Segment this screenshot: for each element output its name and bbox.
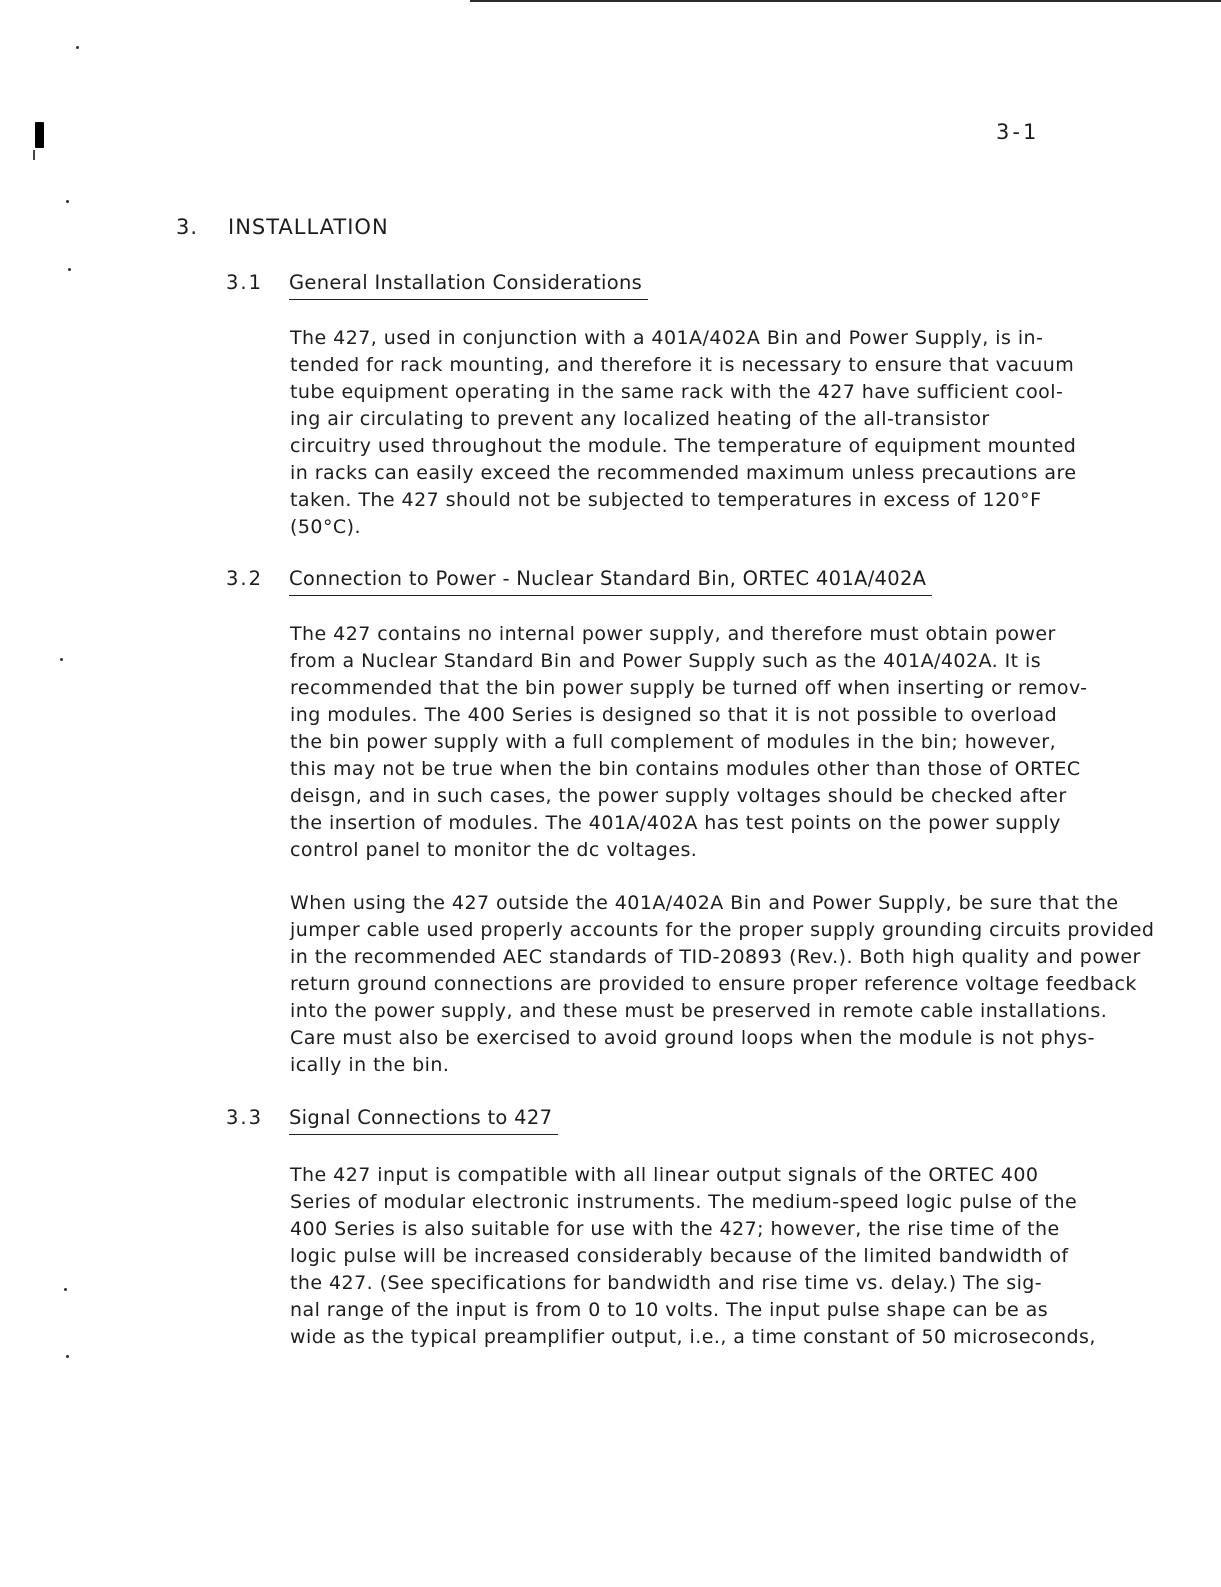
text-line: The 427 input is compatible with all linear output signals of the ORTEC 400 (290, 1164, 1039, 1186)
text-line: ing air circulating to prevent any localized heating of the all-transistor (290, 408, 990, 430)
text-line: tube equipment operating in the same rack with the 427 have sufficient cool- (290, 381, 1064, 403)
text-line: nal range of the input is from 0 to 10 volts. The input pulse shape can be as (290, 1299, 1049, 1321)
section-title: General Installation Considerations (289, 271, 648, 300)
scan-speck (64, 1288, 67, 1291)
chapter-title: INSTALLATION (228, 215, 389, 239)
paragraph-3-2-1 (290, 621, 1087, 864)
section-number: 3.3 (226, 1106, 264, 1129)
text-line: the bin power supply with a full complement of modules in the bin; however, (290, 731, 1057, 753)
text-line: The 427 contains no internal power supply, and therefore must obtain power (290, 623, 1056, 645)
text-line: (50°C). (290, 516, 361, 538)
scan-speck (76, 46, 79, 49)
text-line: Series of modular electronic instruments. The medium-speed logic pulse of the (290, 1191, 1078, 1213)
chapter-heading (176, 215, 389, 239)
section-title: Connection to Power - Nuclear Standard Bin, ORTEC 401A/402A (289, 567, 932, 596)
text-line: in the recommended AEC standards of TID-20893 (Rev.). Both high quality and power (290, 946, 1141, 968)
scan-speck (68, 268, 71, 271)
paragraph-3-3-1 (290, 1162, 1096, 1351)
text-line: return ground connections are provided to ensure proper reference voltage feedback (290, 973, 1137, 995)
text-line: the insertion of modules. The 401A/402A has test points on the power supply (290, 812, 1061, 834)
text-line: into the power supply, and these must be preserved in remote cable installations. (290, 1000, 1108, 1022)
binder-hole-mark (35, 122, 44, 148)
paragraph-3-2-2 (290, 890, 1154, 1079)
text-line: deisgn, and in such cases, the power supply voltages should be checked after (290, 785, 1067, 807)
text-line: The 427, used in conjunction with a 401A/402A Bin and Power Supply, is in- (290, 327, 1044, 349)
paragraph-3-1-1 (290, 325, 1076, 541)
page-number: 3-1 (996, 120, 1040, 144)
text-line: taken. The 427 should not be subjected to temperatures in excess of 120°F (290, 489, 1042, 511)
scan-speck (66, 1355, 69, 1358)
text-line: from a Nuclear Standard Bin and Power Supply such as the 401A/402A. It is (290, 650, 1042, 672)
binder-hole-mark-tail (33, 150, 35, 160)
text-line: the 427. (See specifications for bandwidth and rise time vs. delay.) The sig- (290, 1272, 1043, 1294)
text-line: Care must also be exercised to avoid ground loops when the module is not phys- (290, 1027, 1095, 1049)
text-line: tended for rack mounting, and therefore it is necessary to ensure that vacuum (290, 354, 1075, 376)
text-line: this may not be true when the bin contains modules other than those of ORTEC (290, 758, 1081, 780)
scan-speck (60, 658, 63, 661)
section-number: 3.2 (226, 567, 264, 590)
section-number: 3.1 (226, 271, 264, 294)
scan-speck (66, 200, 69, 203)
chapter-number: 3. (176, 215, 199, 239)
text-line: When using the 427 outside the 401A/402A Bin and Power Supply, be sure that the (290, 892, 1119, 914)
section-title: Signal Connections to 427 (289, 1106, 558, 1135)
text-line: in racks can easily exceed the recommended maximum unless precautions are (290, 462, 1077, 484)
text-line: ically in the bin. (290, 1054, 450, 1076)
text-line: ing modules. The 400 Series is designed so that it is not possible to overload (290, 704, 1058, 726)
section-heading-3-1 (226, 271, 648, 300)
text-line: wide as the typical preamplifier output, i.e., a time constant of 50 microseconds, (290, 1326, 1096, 1348)
section-heading-3-2 (226, 567, 932, 596)
text-line: control panel to monitor the dc voltages. (290, 839, 698, 861)
text-line: 400 Series is also suitable for use with the 427; however, the rise time of the (290, 1218, 1060, 1240)
scan-page-edge (470, 0, 1221, 2)
text-line: logic pulse will be increased considerably because of the limited bandwidth of (290, 1245, 1069, 1267)
text-line: circuitry used throughout the module. The temperature of equipment mounted (290, 435, 1077, 457)
section-heading-3-3 (226, 1106, 558, 1135)
text-line: recommended that the bin power supply be turned off when inserting or remov- (290, 677, 1088, 699)
text-line: jumper cable used properly accounts for the proper supply grounding circuits provided (290, 919, 1155, 941)
